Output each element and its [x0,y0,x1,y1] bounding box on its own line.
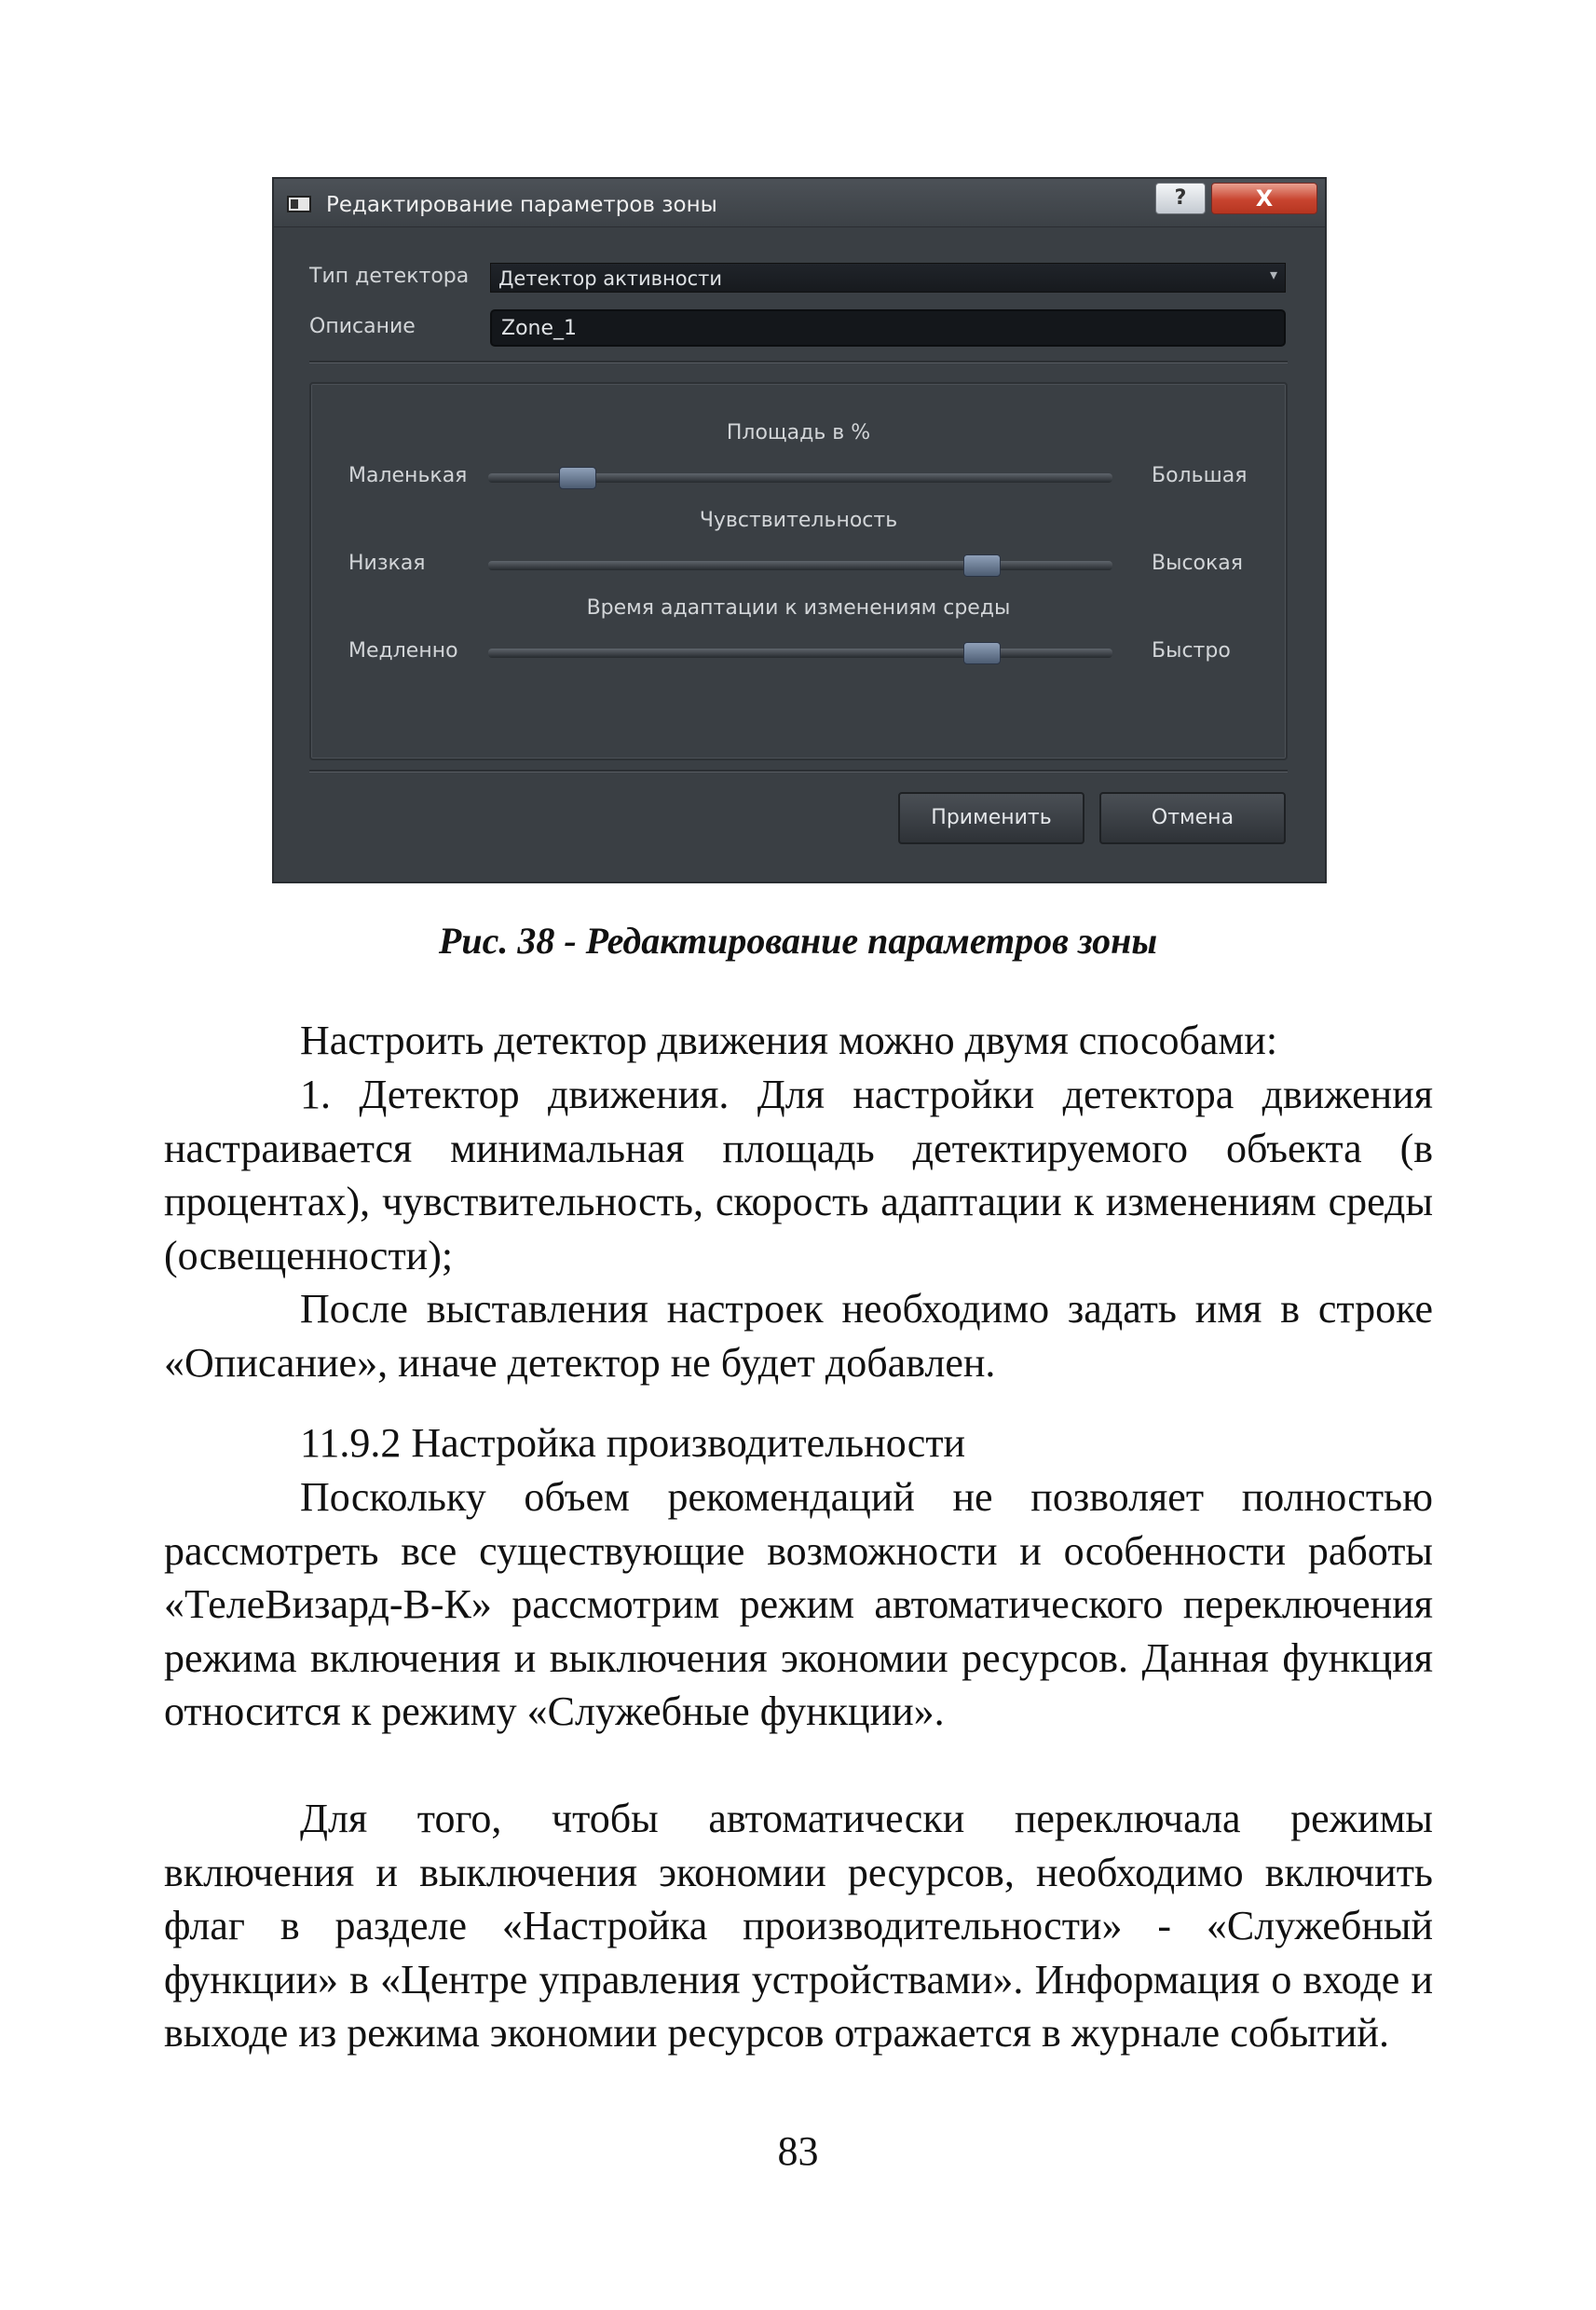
paragraph [164,1068,1433,1282]
area-min-label: Маленькая [348,464,468,487]
paragraph-text: Поскольку объем рекомендаций не позволяет полностью рассмотреть все существующие возможности и особенности работы «ТелеВизард-В-К» рассмотрим режим автоматического переключения режима включения и выключения экономии ресурсов. Данная функция относится к режиму «Служебные функции». [164,1474,1433,1734]
sensitivity-min-label: Низкая [348,552,426,575]
paragraph-text: Для того, чтобы автоматически переключала режимы включения и выключения экономии ресурсов, необходимо включить флаг в разделе «Настройка производительности» - «Служебный функции» в «Центре управления устройствами». Информация о входе и выходе из режима экономии ресурсов отражается в журнале событий. [164,1796,1433,2056]
area-max-label: Большая [1152,464,1248,487]
paragraph [164,1470,1433,1739]
cancel-button[interactable]: Отмена [1099,792,1286,844]
chevron-down-icon: ▾ [1269,266,1277,283]
divider [309,361,1288,363]
close-button[interactable]: X [1211,183,1317,214]
detector-type-select[interactable] [490,263,1286,293]
paragraph-text: Настроить детектор движения можно двумя способами: [300,1018,1278,1063]
area-slider-title: Площадь в % [726,421,871,444]
adaptation-min-label: Медленно [348,639,458,663]
section-heading [164,1416,1433,1470]
help-button[interactable]: ? [1155,183,1206,214]
paragraph-text: 1. Детектор движения. Для настройки детектора движения настраивается минимальная площадь детектируемого объекта (в процентах), чувствительность, скорость адаптации к изменениям среды (освещенности); [164,1072,1433,1278]
window-icon [287,196,311,212]
section-heading-text: 11.9.2 Настройка производительности [300,1420,966,1466]
area-slider[interactable] [488,473,1112,483]
detector-type-value: Детектор активности [498,267,723,290]
figure-caption: Рис. 38 - Редактирование параметров зоны [438,920,1158,962]
divider [309,770,1288,772]
dialog-title: Редактирование параметров зоны [326,193,717,217]
adaptation-slider-title: Время адаптации к изменениям среды [586,596,1011,620]
zone-settings-dialog [272,177,1327,883]
sensitivity-slider-title: Чувствительность [699,509,898,532]
apply-button[interactable]: Применить [898,792,1084,844]
dialog-titlebar [274,179,1325,227]
paragraph [164,1792,1433,2060]
adaptation-slider[interactable] [488,649,1112,658]
paragraph [164,1014,1433,1068]
paragraph [164,1282,1433,1389]
page-number: 83 [777,2128,819,2174]
area-slider-thumb[interactable] [559,467,596,489]
paragraph-text: После выставления настроек необходимо задать имя в строке «Описание», иначе детектор не будет добавлен. [164,1286,1433,1386]
description-input[interactable]: Zone_1 [490,309,1286,347]
sensitivity-slider-thumb[interactable] [963,554,1001,577]
adaptation-max-label: Быстро [1152,639,1231,663]
adaptation-slider-thumb[interactable] [963,642,1001,664]
sensitivity-slider[interactable] [488,561,1112,570]
slider-group [309,382,1288,760]
description-label: Описание [309,315,416,338]
detector-type-label: Тип детектора [309,265,470,288]
sensitivity-max-label: Высокая [1152,552,1244,575]
